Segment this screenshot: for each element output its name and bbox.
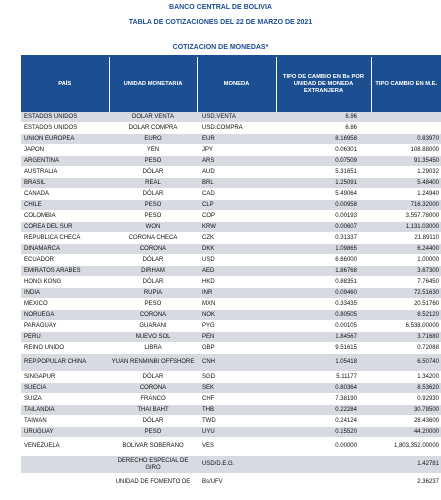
- cell-tipo-bs: 0.31337: [276, 233, 371, 244]
- cell-tipo-me: 1.24940: [371, 189, 441, 200]
- cell-tipo-bs: 9.51615: [276, 343, 371, 354]
- table-header: [21, 57, 441, 112]
- cell-tipo-me: 2.36237: [371, 474, 441, 492]
- cell-pais: AUSTRALIA: [21, 167, 109, 178]
- cell-unidad: FRANCO: [109, 394, 197, 405]
- cell-tipo-me: 0.83970: [371, 134, 441, 145]
- cell-unidad: CORONA: [109, 310, 197, 321]
- cell-tipo-me: 1.34200: [371, 372, 441, 383]
- cell-unidad: PESO: [109, 200, 197, 211]
- cell-tipo-bs: 0.15520: [276, 427, 371, 438]
- cell-moneda: UYU: [197, 427, 276, 438]
- cell-tipo-me: 1,131.03000: [371, 222, 441, 233]
- cell-pais: UNION EUROPEA: [21, 134, 109, 145]
- table-row: [21, 383, 441, 394]
- cell-pais: TAILANDIA: [21, 405, 109, 416]
- cell-tipo-me: [371, 112, 441, 123]
- cell-tipo-bs: 7.38190: [276, 394, 371, 405]
- cell-pais: SUIZA: [21, 394, 109, 405]
- cell-moneda: CAD: [197, 189, 276, 200]
- table-row: [21, 233, 441, 244]
- cell-tipo-me: 5.48400: [371, 178, 441, 189]
- table-row: [21, 310, 441, 321]
- cell-moneda: AED: [197, 266, 276, 277]
- cell-tipo-me: 6,538.00000: [371, 321, 441, 332]
- cell-moneda: THB: [197, 405, 276, 416]
- cell-moneda: PEN: [197, 332, 276, 343]
- cell-unidad: DERECHO ESPECIAL DE GIRO: [109, 456, 197, 474]
- cell-moneda: HKD: [197, 277, 276, 288]
- cell-pais: HONG KONG: [21, 277, 109, 288]
- cell-pais: SINGAPUR: [21, 372, 109, 383]
- cell-tipo-bs: 1.86768: [276, 266, 371, 277]
- cell-pais: JAPON: [21, 145, 109, 156]
- cell-pais: COREA DEL SUR: [21, 222, 109, 233]
- cell-moneda: GBP: [197, 343, 276, 354]
- table-row: [21, 211, 441, 222]
- col-pais: PAÍS: [21, 57, 109, 112]
- cell-pais: REP.POPULAR CHINA: [21, 354, 109, 372]
- cell-tipo-bs: 5.11177: [276, 372, 371, 383]
- cell-tipo-me: 1.29032: [371, 167, 441, 178]
- cell-pais: PERU: [21, 332, 109, 343]
- cell-moneda: CLP: [197, 200, 276, 211]
- cell-tipo-bs: 0.00607: [276, 222, 371, 233]
- cell-tipo-me: 3,557.78000: [371, 211, 441, 222]
- cell-tipo-bs: 0.07509: [276, 156, 371, 167]
- cell-tipo-me: 21.89110: [371, 233, 441, 244]
- table-row: [21, 123, 441, 134]
- table-row: [21, 277, 441, 288]
- cell-tipo-bs: 5.49064: [276, 189, 371, 200]
- cell-moneda: DKK: [197, 244, 276, 255]
- cell-tipo-bs: [276, 474, 371, 492]
- cell-pais: INDIA: [21, 288, 109, 299]
- cell-unidad: BOLIVAR SOBERANO: [109, 438, 197, 456]
- cell-unidad: PESO: [109, 156, 197, 167]
- cell-tipo-bs: 0.00958: [276, 200, 371, 211]
- cell-tipo-me: 716.32000: [371, 200, 441, 211]
- cell-tipo-bs: 6.96: [276, 112, 371, 123]
- cell-tipo-me: [371, 123, 441, 134]
- cell-pais: REPUBLICA CHECA: [21, 233, 109, 244]
- cell-tipo-bs: 0.88351: [276, 277, 371, 288]
- cell-tipo-me: 8.53620: [371, 383, 441, 394]
- cell-pais: ECUADOR: [21, 255, 109, 266]
- cell-tipo-me: 0.92930: [371, 394, 441, 405]
- cell-tipo-me: 30.78500: [371, 405, 441, 416]
- cell-moneda: CZK: [197, 233, 276, 244]
- table-body: [21, 112, 441, 492]
- table-row: [21, 438, 441, 456]
- table-row: [21, 167, 441, 178]
- cell-tipo-bs: 0.09460: [276, 288, 371, 299]
- table-row: [21, 145, 441, 156]
- cell-tipo-bs: 0.80364: [276, 383, 371, 394]
- cell-pais: NORUEGA: [21, 310, 109, 321]
- cell-tipo-bs: 1.84567: [276, 332, 371, 343]
- bank-name: BANCO CENTRAL DE BOLIVIA: [169, 4, 272, 11]
- cell-unidad: DÓLAR: [109, 167, 197, 178]
- table-row: [21, 200, 441, 211]
- cell-unidad: CORONA: [109, 383, 197, 394]
- table-row: [21, 299, 441, 310]
- cell-unidad: GUARANI: [109, 321, 197, 332]
- cell-pais: COLOMBIA: [21, 211, 109, 222]
- cell-moneda: USD.VENTA: [197, 112, 276, 123]
- table-row: [21, 474, 441, 492]
- cell-tipo-bs: 5.31651: [276, 167, 371, 178]
- cell-moneda: JPY: [197, 145, 276, 156]
- cell-tipo-me: 0.72088: [371, 343, 441, 354]
- cell-unidad: YEN: [109, 145, 197, 156]
- cell-moneda: CNH: [197, 354, 276, 372]
- cell-tipo-bs: 0.00193: [276, 211, 371, 222]
- table-row: [21, 456, 441, 474]
- cell-tipo-bs: 0.80505: [276, 310, 371, 321]
- cell-moneda: EUR: [197, 134, 276, 145]
- table-row: [21, 112, 441, 123]
- cell-unidad: RUPIA: [109, 288, 197, 299]
- cell-moneda: MXN: [197, 299, 276, 310]
- table-row: [21, 222, 441, 233]
- cell-moneda: COP: [197, 211, 276, 222]
- cell-moneda: USD/D.E.G.: [197, 456, 276, 474]
- cell-moneda: TWD: [197, 416, 276, 427]
- table-row: [21, 321, 441, 332]
- cell-tipo-bs: 0.06301: [276, 145, 371, 156]
- cell-unidad: PESO: [109, 211, 197, 222]
- cell-tipo-me: 6.24400: [371, 244, 441, 255]
- cell-pais: EMIRATOS ARABES: [21, 266, 109, 277]
- cell-moneda: AUD: [197, 167, 276, 178]
- table-row: [21, 354, 441, 372]
- cell-unidad: NUEVO SOL: [109, 332, 197, 343]
- table-row: [21, 405, 441, 416]
- cell-pais: CANADA: [21, 189, 109, 200]
- cell-pais: CHILE: [21, 200, 109, 211]
- cell-unidad: DÓLAR: [109, 416, 197, 427]
- cell-pais: URUGUAY: [21, 427, 109, 438]
- cell-pais: VENEZUELA: [21, 438, 109, 456]
- table-row: [21, 156, 441, 167]
- currency-table: [21, 57, 441, 492]
- cell-moneda: USD: [197, 255, 276, 266]
- cell-pais: DINAMARCA: [21, 244, 109, 255]
- cell-unidad: PESO: [109, 299, 197, 310]
- cell-tipo-bs: [276, 456, 371, 474]
- cell-unidad: THAI BAHT: [109, 405, 197, 416]
- cell-unidad: PESO: [109, 427, 197, 438]
- col-moneda: MONEDA: [197, 57, 276, 112]
- cell-pais: BRASIL: [21, 178, 109, 189]
- cell-pais: ESTADOS UNIDOS: [21, 123, 109, 134]
- cell-tipo-bs: 1.25091: [276, 178, 371, 189]
- cell-tipo-bs: 0.00000: [276, 438, 371, 456]
- cell-tipo-me: 44.20000: [371, 427, 441, 438]
- cell-unidad: DIRHAM: [109, 266, 197, 277]
- cell-pais: ESTADOS UNIDOS: [21, 112, 109, 123]
- col-tipo-bs: TIPO DE CAMBIO EN Bs POR UNIDAD DE MONEDA EXTRANJERA: [276, 57, 371, 112]
- cell-unidad: DÓLAR: [109, 255, 197, 266]
- table-row: [21, 332, 441, 343]
- cell-moneda: VES: [197, 438, 276, 456]
- table-row: [21, 134, 441, 145]
- cell-pais: TAIWAN: [21, 416, 109, 427]
- col-unidad: UNIDAD MONETARIA: [109, 57, 197, 112]
- cell-unidad: CORONA: [109, 244, 197, 255]
- cell-moneda: SGD: [197, 372, 276, 383]
- cell-tipo-me: 1,803,352.00000: [371, 438, 441, 456]
- cell-tipo-me: 108.88000: [371, 145, 441, 156]
- table-row: [21, 288, 441, 299]
- cell-moneda: ARS: [197, 156, 276, 167]
- cell-unidad: UNIDAD DE FOMENTO DE: [109, 474, 197, 492]
- table-row: [21, 244, 441, 255]
- cell-tipo-bs: 1.05418: [276, 354, 371, 372]
- cell-tipo-bs: 8.16958: [276, 134, 371, 145]
- cell-tipo-me: 3.71680: [371, 332, 441, 343]
- cell-moneda: USD.COMPRA: [197, 123, 276, 134]
- cell-pais: [21, 456, 109, 474]
- table-row: [21, 394, 441, 405]
- cell-tipo-bs: 0.22284: [276, 405, 371, 416]
- table-row: [21, 178, 441, 189]
- cell-tipo-bs: 0.33435: [276, 299, 371, 310]
- cell-unidad: LIBRA: [109, 343, 197, 354]
- cell-moneda: KRW: [197, 222, 276, 233]
- table-row: [21, 266, 441, 277]
- col-tipo-me: TIPO CAMBIO EN M.E.: [371, 57, 441, 112]
- cell-tipo-bs: 1.09865: [276, 244, 371, 255]
- cell-moneda: SEK: [197, 383, 276, 394]
- cell-pais: SUECIA: [21, 383, 109, 394]
- cell-tipo-me: 1.00000: [371, 255, 441, 266]
- cell-tipo-bs: 6.86000: [276, 255, 371, 266]
- cell-unidad: DOLAR COMPRA: [109, 123, 197, 134]
- cell-pais: [21, 474, 109, 492]
- cell-tipo-me: 3.67300: [371, 266, 441, 277]
- cell-moneda: NOK: [197, 310, 276, 321]
- cell-moneda: INR: [197, 288, 276, 299]
- cell-moneda: CHF: [197, 394, 276, 405]
- cell-pais: MEXICO: [21, 299, 109, 310]
- cell-pais: PARAGUAY: [21, 321, 109, 332]
- cell-unidad: DÓLAR: [109, 189, 197, 200]
- cell-moneda: PYG: [197, 321, 276, 332]
- cell-moneda: Bs/UFV: [197, 474, 276, 492]
- cell-tipo-me: 91.35450: [371, 156, 441, 167]
- cell-tipo-bs: 6.86: [276, 123, 371, 134]
- cell-unidad: REAL: [109, 178, 197, 189]
- cell-unidad: CORONA CHECA: [109, 233, 197, 244]
- cell-unidad: WON: [109, 222, 197, 233]
- table-row: [21, 416, 441, 427]
- table-row: [21, 427, 441, 438]
- cell-tipo-me: 6.50740: [371, 354, 441, 372]
- cell-tipo-me: 1.42781: [371, 456, 441, 474]
- cell-tipo-bs: 0.24124: [276, 416, 371, 427]
- cell-tipo-me: 7.76450: [371, 277, 441, 288]
- cell-unidad: YUAN RENMINBI OFFSHORE: [109, 354, 197, 372]
- cell-tipo-me: 8.52120: [371, 310, 441, 321]
- table-row: [21, 343, 441, 354]
- cell-tipo-me: 28.43600: [371, 416, 441, 427]
- table-row: [21, 372, 441, 383]
- cell-tipo-bs: 0.00105: [276, 321, 371, 332]
- cell-unidad: DOLAR VENTA: [109, 112, 197, 123]
- table-row: [21, 255, 441, 266]
- cell-unidad: EURO: [109, 134, 197, 145]
- cell-tipo-me: 20.51760: [371, 299, 441, 310]
- cell-moneda: BRL: [197, 178, 276, 189]
- cell-tipo-me: 72.51630: [371, 288, 441, 299]
- section-title: COTIZACION DE MONEDAS*: [172, 44, 269, 51]
- cell-pais: ARGENTINA: [21, 156, 109, 167]
- cell-pais: REINO UNIDO: [21, 343, 109, 354]
- page-title: TABLA DE COTIZACIONES DEL 22 DE MARZO DE 2021: [128, 19, 313, 26]
- cell-unidad: DÓLAR: [109, 277, 197, 288]
- table-row: [21, 189, 441, 200]
- cell-unidad: DÓLAR: [109, 372, 197, 383]
